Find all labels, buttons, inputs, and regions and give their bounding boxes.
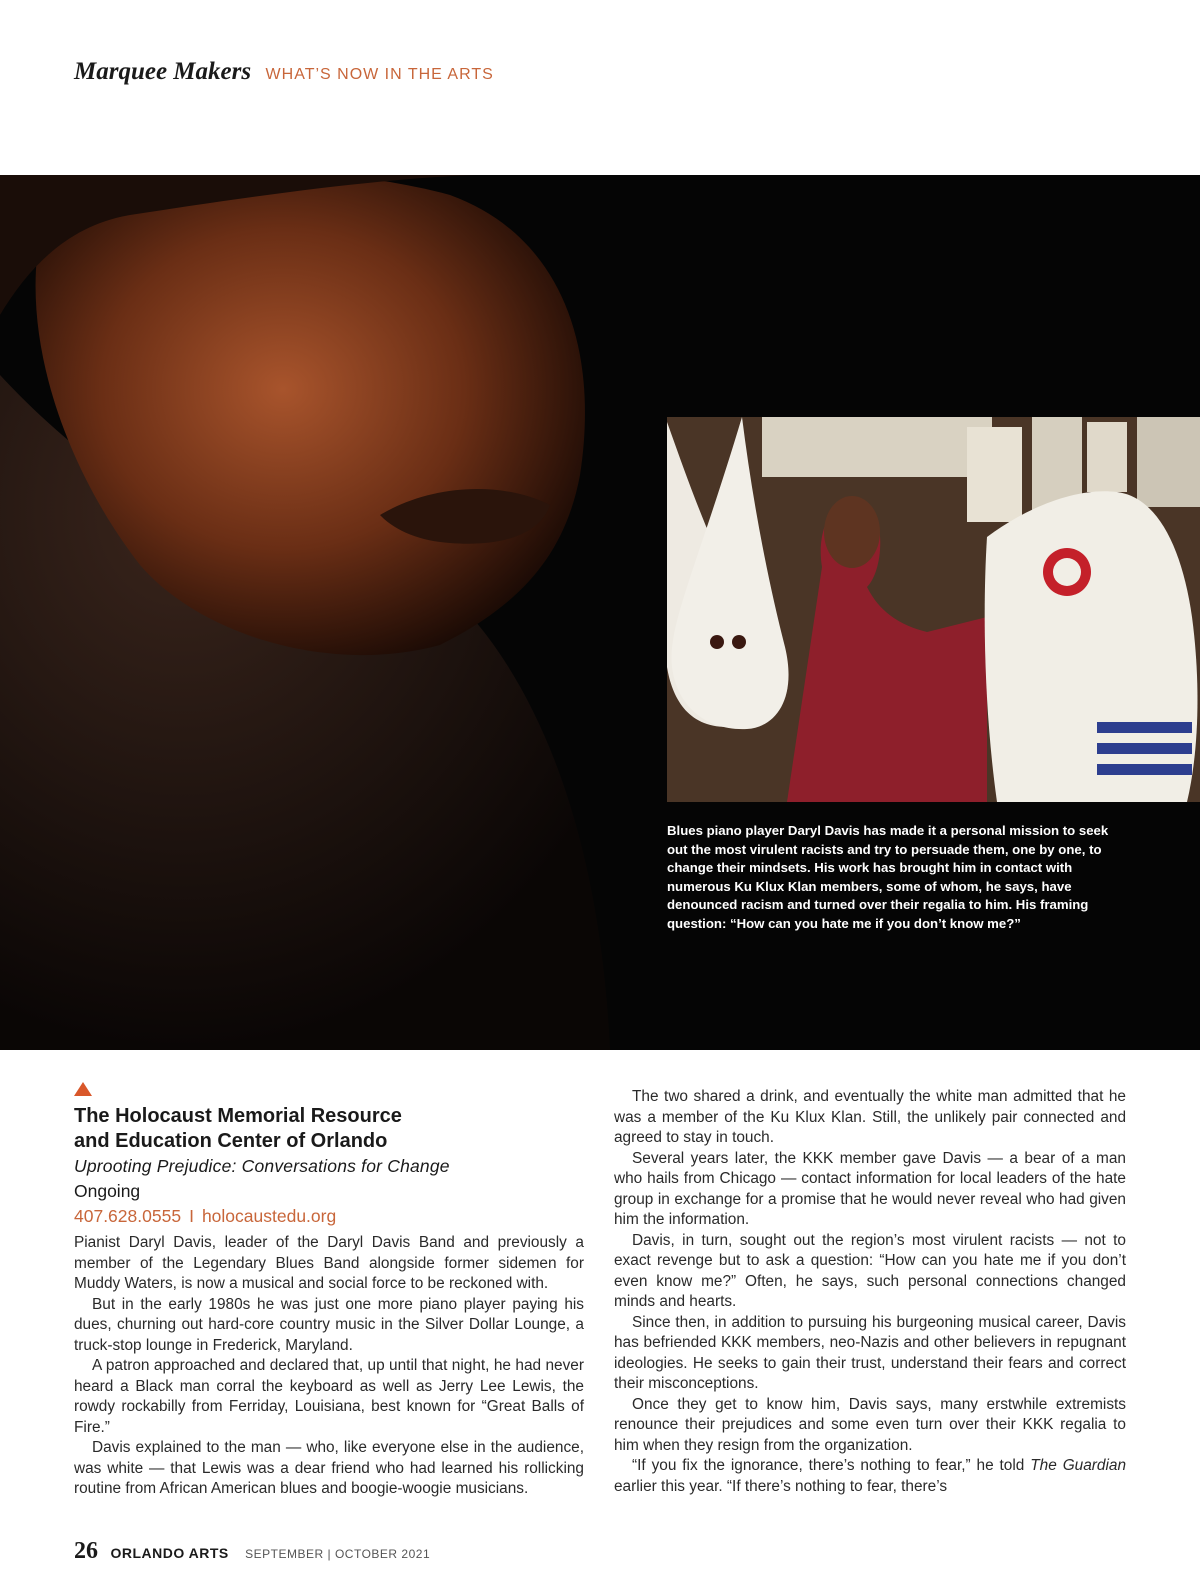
section-title: Marquee Makers [74,58,252,85]
program-title: Uprooting Prejudice: Conversations for Change [74,1156,450,1176]
publication-name: Guardian [1062,1457,1127,1474]
hero-photo [0,175,1200,1050]
article-paragraph: Several years later, the KKK member gave Davis — a bear of a man who hails from Chicago — contact information for local leaders of the hate group in exchange for a promise that he would never reveal who had given him the information. [614,1149,1126,1228]
quote-text: earlier this year. “If there’s nothing to fear, there’s [614,1477,948,1495]
publication-title: ORLANDO ARTS [110,1545,229,1561]
article-column-left [74,1082,584,1500]
article-column-right [614,1087,1126,1497]
triangle-marker-icon [74,1082,92,1096]
article-paragraph: Pianist Daryl Davis, leader of the Daryl Davis Band and previously a member of the Legendary Blues Band alongside former sidemen for Muddy Waters, is now a musical and social force to be reckoned with. [74,1234,584,1292]
article-paragraph: But in the early 1980s he was just one more piano player paying his dues, churning out hard-core country music in the Silver Dollar Lounge, a truck-stop lounge in Frederick, Maryland. [74,1295,584,1354]
page-footer [74,1538,430,1565]
website-link[interactable]: holocaustedu.org [201,1206,337,1226]
org-name-line1: The Holocaust Memorial Resource [74,1105,402,1127]
publication-name: The [1030,1457,1057,1474]
article-paragraph: Once they get to know him, Davis says, many erstwhile extremists renounce their prejudices and some even turn over their KKK regalia to him when they resign from the organization. [614,1395,1126,1454]
quote-text: “If you fix the ignorance, there’s nothing to fear,” he told [632,1457,1031,1474]
contact-separator: I [189,1206,194,1226]
photo-caption: Blues piano player Daryl Davis has made it a personal mission to seek out the most virulent racists and try to persuade them, one by one, to change their mindsets. His work has brought him in contact with numerous Ku Klux Klan members, some of whom, he says, have denounced racism and turned over their regalia to him. His framing question: “How can you hate me if you don’t know me?” [667,823,1109,931]
phone-number: 407.628.0555 [74,1206,182,1226]
inset-photo [667,417,1200,802]
section-subtitle: WHAT’S NOW IN THE ARTS [265,66,494,83]
listing-status: Ongoing [74,1181,141,1201]
org-name-line2: and Education Center of Orlando [74,1130,388,1152]
article-paragraph: A patron approached and declared that, up until that night, he had never heard a Black man corral the keyboard as well as Jerry Lee Lewis, the rowdy rockabilly from Ferriday, Louisiana, best known for “Great Balls of Fire.” [74,1357,584,1436]
contact-line [74,1204,584,1229]
page-header [74,58,494,86]
article-paragraph: Davis, in turn, sought out the region’s most virulent racists — not to exact revenge but to ask a question: “How can you hate me if you don’t even know me?” Often, he says, such personal connections changed minds and hearts. [614,1231,1126,1310]
article-paragraph [614,1456,1126,1497]
page-number: 26 [74,1538,98,1564]
issue-date: SEPTEMBER | OCTOBER 2021 [245,1547,431,1561]
regalia-photo [667,417,1200,802]
article-paragraph: Davis explained to the man — who, like everyone else in the audience, was white — that Lewis was a dear friend who had learned his rollicking routine from African American blues and boogie-woogie musicians. [74,1439,584,1497]
article-paragraph: The two shared a drink, and eventually the white man admitted that he was a member of the Ku Klux Klan. Still, the unlikely pair connected and agreed to stay in touch. [614,1088,1126,1146]
article-paragraph: Since then, in addition to pursuing his burgeoning musical career, Davis has befriended KKK members, neo-Nazis and other believers in repugnant ideologies. He seeks to gain their trust, understand their fears and correct their misconceptions. [614,1313,1126,1392]
